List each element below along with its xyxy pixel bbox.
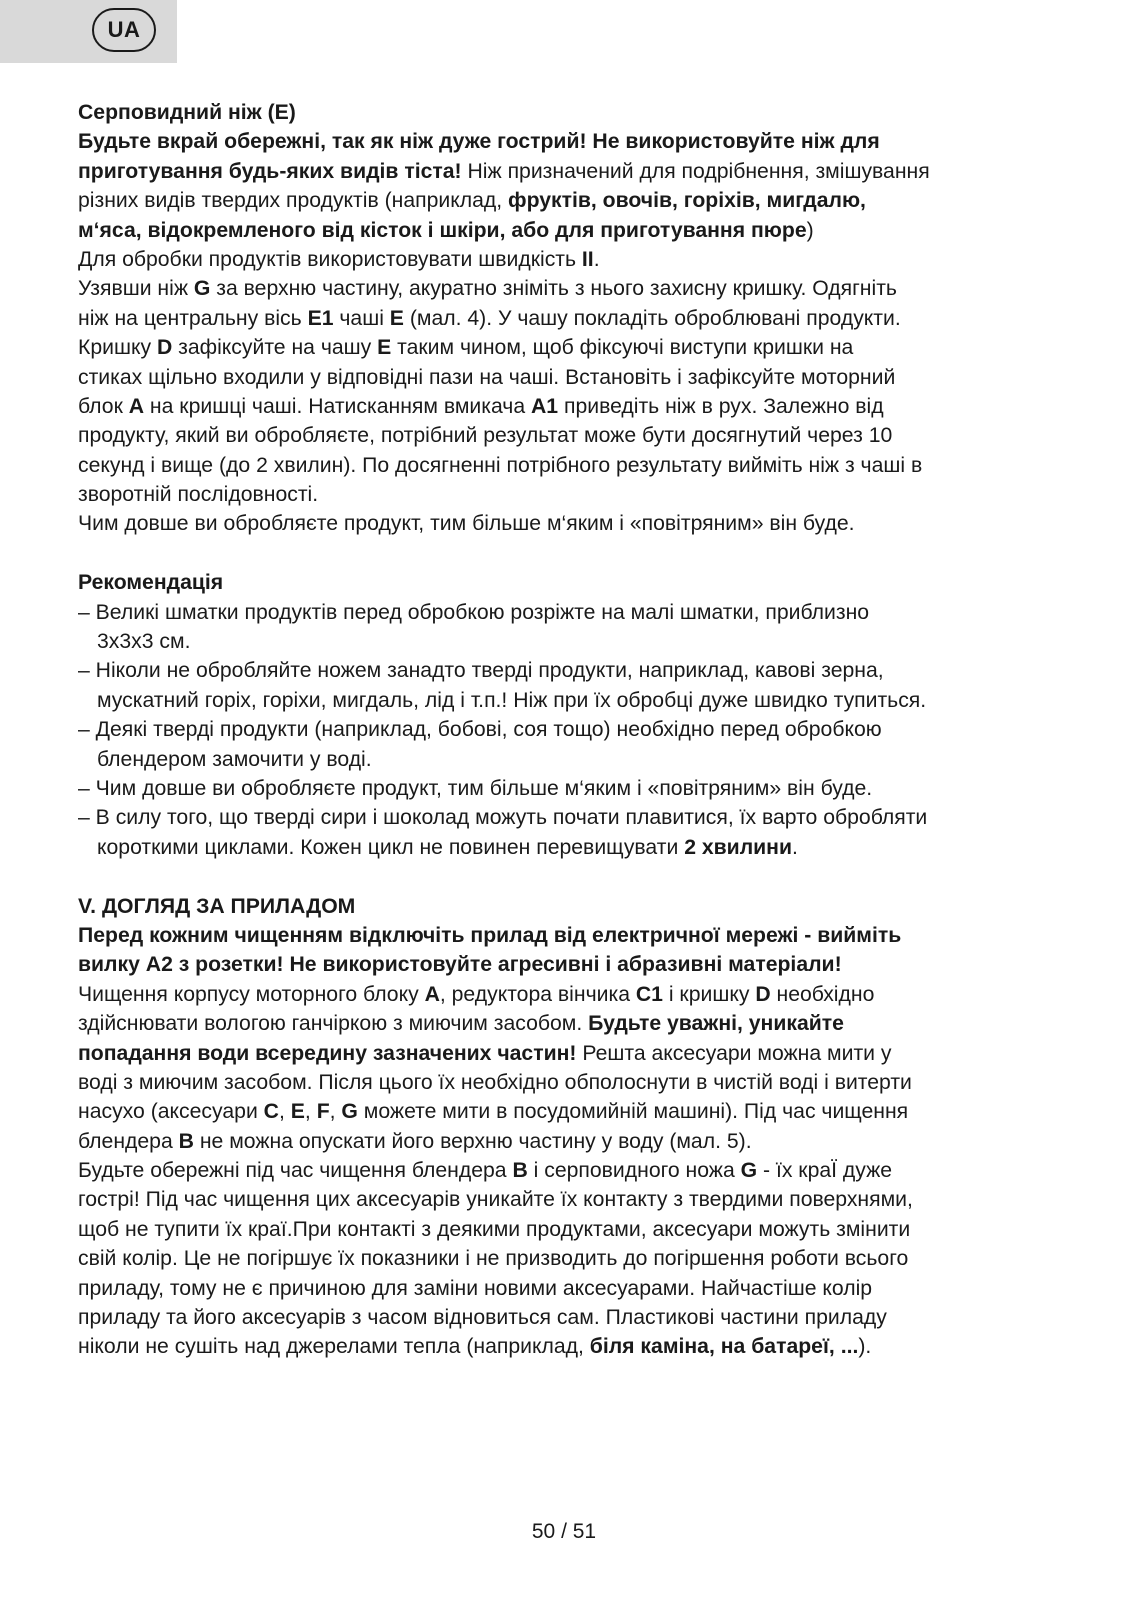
text-segment: блендером замочити у воді.	[97, 747, 372, 771]
text-line	[78, 598, 1078, 627]
text-segment: таким чином, щоб фіксуючі виступи кришки на	[391, 336, 854, 360]
text-segment: зафіксуйте на чашу	[172, 336, 378, 360]
text-line	[78, 1303, 1078, 1332]
text-segment: Чищення корпусу моторного блоку	[78, 982, 425, 1006]
text-segment: приладу та його аксесуарів з часом відновиться сам. Пластикові частини приладу	[78, 1306, 887, 1330]
text-segment: - їх краЇ дуже	[757, 1159, 893, 1183]
text-segment: ,	[278, 1100, 291, 1124]
text-segment: Чим довше ви обробляєте продукт, тим більше м‘яким і «повітряним» він буде.	[78, 512, 855, 536]
bold-text-segment: біля каміна, на батареї, ...	[589, 1335, 859, 1359]
text-line	[78, 656, 1078, 685]
text-segment: чаші	[333, 306, 390, 330]
language-tab	[0, 0, 177, 63]
text-segment: ).	[858, 1335, 872, 1359]
bold-text-segment: G	[193, 277, 211, 301]
text-segment: і кришку	[662, 982, 756, 1006]
bold-text-segment: G	[341, 1100, 358, 1124]
bold-text-segment: V. ДОГЛЯД ЗА ПРИЛАДОМ	[78, 894, 356, 918]
text-segment: (мал. 4). У чашу покладіть оброблювані продукти.	[403, 306, 901, 330]
page-number: 50 / 51	[531, 1520, 597, 1543]
text-line	[78, 304, 1078, 333]
text-line	[78, 1244, 1078, 1273]
text-line	[78, 774, 1078, 803]
text-segment: Для обробки продуктів використовувати швидкість	[78, 247, 582, 271]
text-segment: .	[792, 835, 798, 859]
text-line	[78, 127, 1078, 156]
text-segment: можете мити в посудомийній машині). Під час чищення	[357, 1100, 909, 1124]
text-line	[78, 216, 1078, 245]
text-segment: насухо (аксесуари	[78, 1100, 264, 1124]
bold-text-segment: E	[290, 1100, 305, 1124]
text-line	[78, 950, 1078, 979]
document-body	[78, 98, 1078, 1362]
text-segment: блендера	[78, 1129, 179, 1153]
text-segment: ,	[329, 1100, 342, 1124]
text-segment: блок	[78, 394, 129, 418]
bold-text-segment: II	[581, 247, 594, 271]
text-line	[78, 451, 1078, 480]
bold-text-segment: попадання води всередину зазначених частин!	[78, 1041, 577, 1065]
bold-text-segment: Будьте уважні, уникайте	[588, 1012, 844, 1036]
text-line	[78, 803, 1078, 832]
bold-text-segment: D	[156, 336, 173, 360]
bold-text-segment: E1	[307, 306, 334, 330]
text-line	[78, 1156, 1078, 1185]
bold-text-segment: E	[377, 336, 392, 360]
bold-text-segment: E	[389, 306, 404, 330]
bold-text-segment: A	[128, 394, 145, 418]
text-line	[78, 1215, 1078, 1244]
bold-text-segment: Будьте вкрай обережні, так як ніж дуже гострий! Не використовуйте ніж для	[78, 130, 880, 154]
bold-text-segment: F	[316, 1100, 330, 1124]
text-segment: на кришці чаші. Натисканням вмикача	[144, 394, 531, 418]
text-segment: – Деякі тверді продукти (наприклад, бобові, соя тощо) необхідно перед обробкою	[78, 718, 882, 742]
bold-text-segment: A	[424, 982, 440, 1006]
text-segment: воді з миючим засобом. Після цього їх необхідно обполоснути в чистій воді і витерти	[78, 1070, 912, 1094]
bold-text-segment: D	[755, 982, 771, 1006]
bold-text-segment: Серповидний ніж (E)	[78, 101, 296, 124]
text-line	[78, 1332, 1078, 1361]
text-line	[78, 480, 1078, 509]
text-line	[78, 921, 1078, 950]
text-line	[78, 186, 1078, 215]
text-segment: – Ніколи не обробляйте ножем занадто тверді продукти, наприклад, кавові зерна,	[78, 659, 884, 683]
bold-text-segment: Рекомендація	[78, 571, 224, 595]
text-line	[78, 333, 1078, 362]
text-line	[78, 1274, 1078, 1303]
bold-text-segment: 2 хвилини	[684, 835, 792, 859]
text-segment: – Чим довше ви обробляєте продукт, тим більше м‘яким і «повітряним» він буде.	[78, 776, 873, 800]
text-segment: короткими циклами. Кожен цикл не повинен перевищувати	[97, 835, 685, 859]
text-segment: свій колір. Це не погіршує їх показники і не призводить до погіршення роботи всього	[78, 1247, 909, 1271]
bold-text-segment: C1	[635, 982, 663, 1006]
bold-text-segment: м‘яса, відокремленого від кісток і шкіри, або для приготування пюре	[78, 218, 807, 242]
text-line	[78, 98, 1078, 127]
text-segment: приведіть ніж в рух. Залежно від	[558, 394, 884, 418]
text-line	[78, 509, 1078, 538]
text-segment: за верхню частину, акуратно зніміть з нього захисну кришку. Одягніть	[210, 277, 897, 301]
text-line	[78, 1127, 1078, 1156]
text-segment: Будьте обережні під час чищення блендера	[78, 1159, 513, 1183]
text-line	[78, 892, 1078, 921]
text-segment: ніколи не сушіть над джерелами тепла (наприклад,	[78, 1335, 590, 1359]
text-segment: необхідно	[770, 982, 875, 1006]
text-line	[78, 245, 1078, 274]
text-segment: , редуктора вінчика	[439, 982, 636, 1006]
text-segment: зворотній послідовності.	[78, 483, 319, 507]
text-segment: не можна опускати його верхню частину у воду (мал. 5).	[193, 1129, 752, 1153]
text-segment: 3x3x3 см.	[97, 630, 191, 654]
text-line	[78, 1097, 1078, 1126]
text-line	[78, 421, 1078, 450]
text-segment: секунд і вище (до 2 хвилин). По досягненні потрібного результату вийміть ніж з чаші в	[78, 453, 923, 477]
bold-text-segment: C	[263, 1100, 279, 1124]
text-line	[78, 980, 1078, 1009]
text-segment: Решта аксесуари можна мити у	[576, 1041, 892, 1065]
text-segment: різних видів твердих продуктів (наприклад,	[78, 189, 509, 213]
text-segment: Узявши ніж	[78, 277, 194, 301]
text-segment: і серповидного ножа	[527, 1159, 741, 1183]
text-line	[78, 157, 1078, 186]
text-line	[78, 833, 1078, 862]
text-segment: – Великі шматки продуктів перед обробкою розріжте на малі шматки, приблизно	[78, 600, 870, 624]
bold-text-segment: приготування будь-яких видів тіста!	[78, 159, 462, 183]
text-line	[78, 568, 1078, 597]
bold-text-segment: A1	[531, 394, 559, 418]
text-segment: – В силу того, що тверді сири і шоколад можуть почати плавитися, їх варто обробляти	[78, 806, 928, 830]
text-segment: Ніж призначений для подрібнення, змішування	[461, 159, 930, 183]
text-line	[78, 745, 1078, 774]
bold-text-segment: фруктів, овочів, горіхів, мигдалю,	[508, 189, 866, 213]
text-line	[78, 392, 1078, 421]
text-line	[78, 1009, 1078, 1038]
text-line	[78, 715, 1078, 744]
text-segment: .	[593, 247, 600, 271]
text-segment: )	[806, 218, 814, 242]
language-badge: UA	[92, 8, 156, 52]
bold-text-segment: B	[178, 1129, 194, 1153]
text-segment: ,	[304, 1100, 317, 1124]
text-line	[78, 1039, 1078, 1068]
text-segment: Кришку	[78, 336, 157, 360]
text-line	[78, 1068, 1078, 1097]
text-line	[78, 274, 1078, 303]
text-segment: ніж на центральну вісь	[78, 306, 308, 330]
text-segment: здійснювати вологою ганчіркою з миючим засобом.	[78, 1012, 589, 1036]
paragraph-gap	[78, 862, 1078, 891]
bold-text-segment: G	[740, 1159, 758, 1183]
text-line	[78, 627, 1078, 656]
text-segment: гострі! Під час чищення цих аксесуарів уникайте їх контакту з твердими поверхнями,	[78, 1188, 913, 1212]
text-segment: приладу, тому не є причиною для заміни новими аксесуарами. Найчастіше колір	[78, 1276, 873, 1300]
bold-text-segment: B	[512, 1159, 528, 1183]
text-segment: мускатний горіх, горіхи, мигдаль, лід і т.п.! Ніж при їх обробці дуже швидко тупиться.	[97, 688, 927, 712]
text-segment: продукту, який ви обробляєте, потрібний результат може бути досягнутий через 10	[78, 424, 893, 448]
paragraph-gap	[78, 539, 1078, 568]
bold-text-segment: вилку A2 з розетки! Не використовуйте агресивні і абразивні матеріали!	[78, 953, 842, 977]
text-segment: стиках щільно входили у відповідні пази на чаші. Встановіть і зафіксуйте моторний	[78, 365, 896, 389]
bold-text-segment: Перед кожним чищенням відключіть прилад від електричної мережі - вийміть	[78, 923, 902, 947]
text-line	[78, 1185, 1078, 1214]
text-segment: щоб не тупити їх краї.При контакті з деякими продуктами, аксесуари можуть змінити	[78, 1217, 911, 1241]
text-line	[78, 686, 1078, 715]
text-line	[78, 363, 1078, 392]
